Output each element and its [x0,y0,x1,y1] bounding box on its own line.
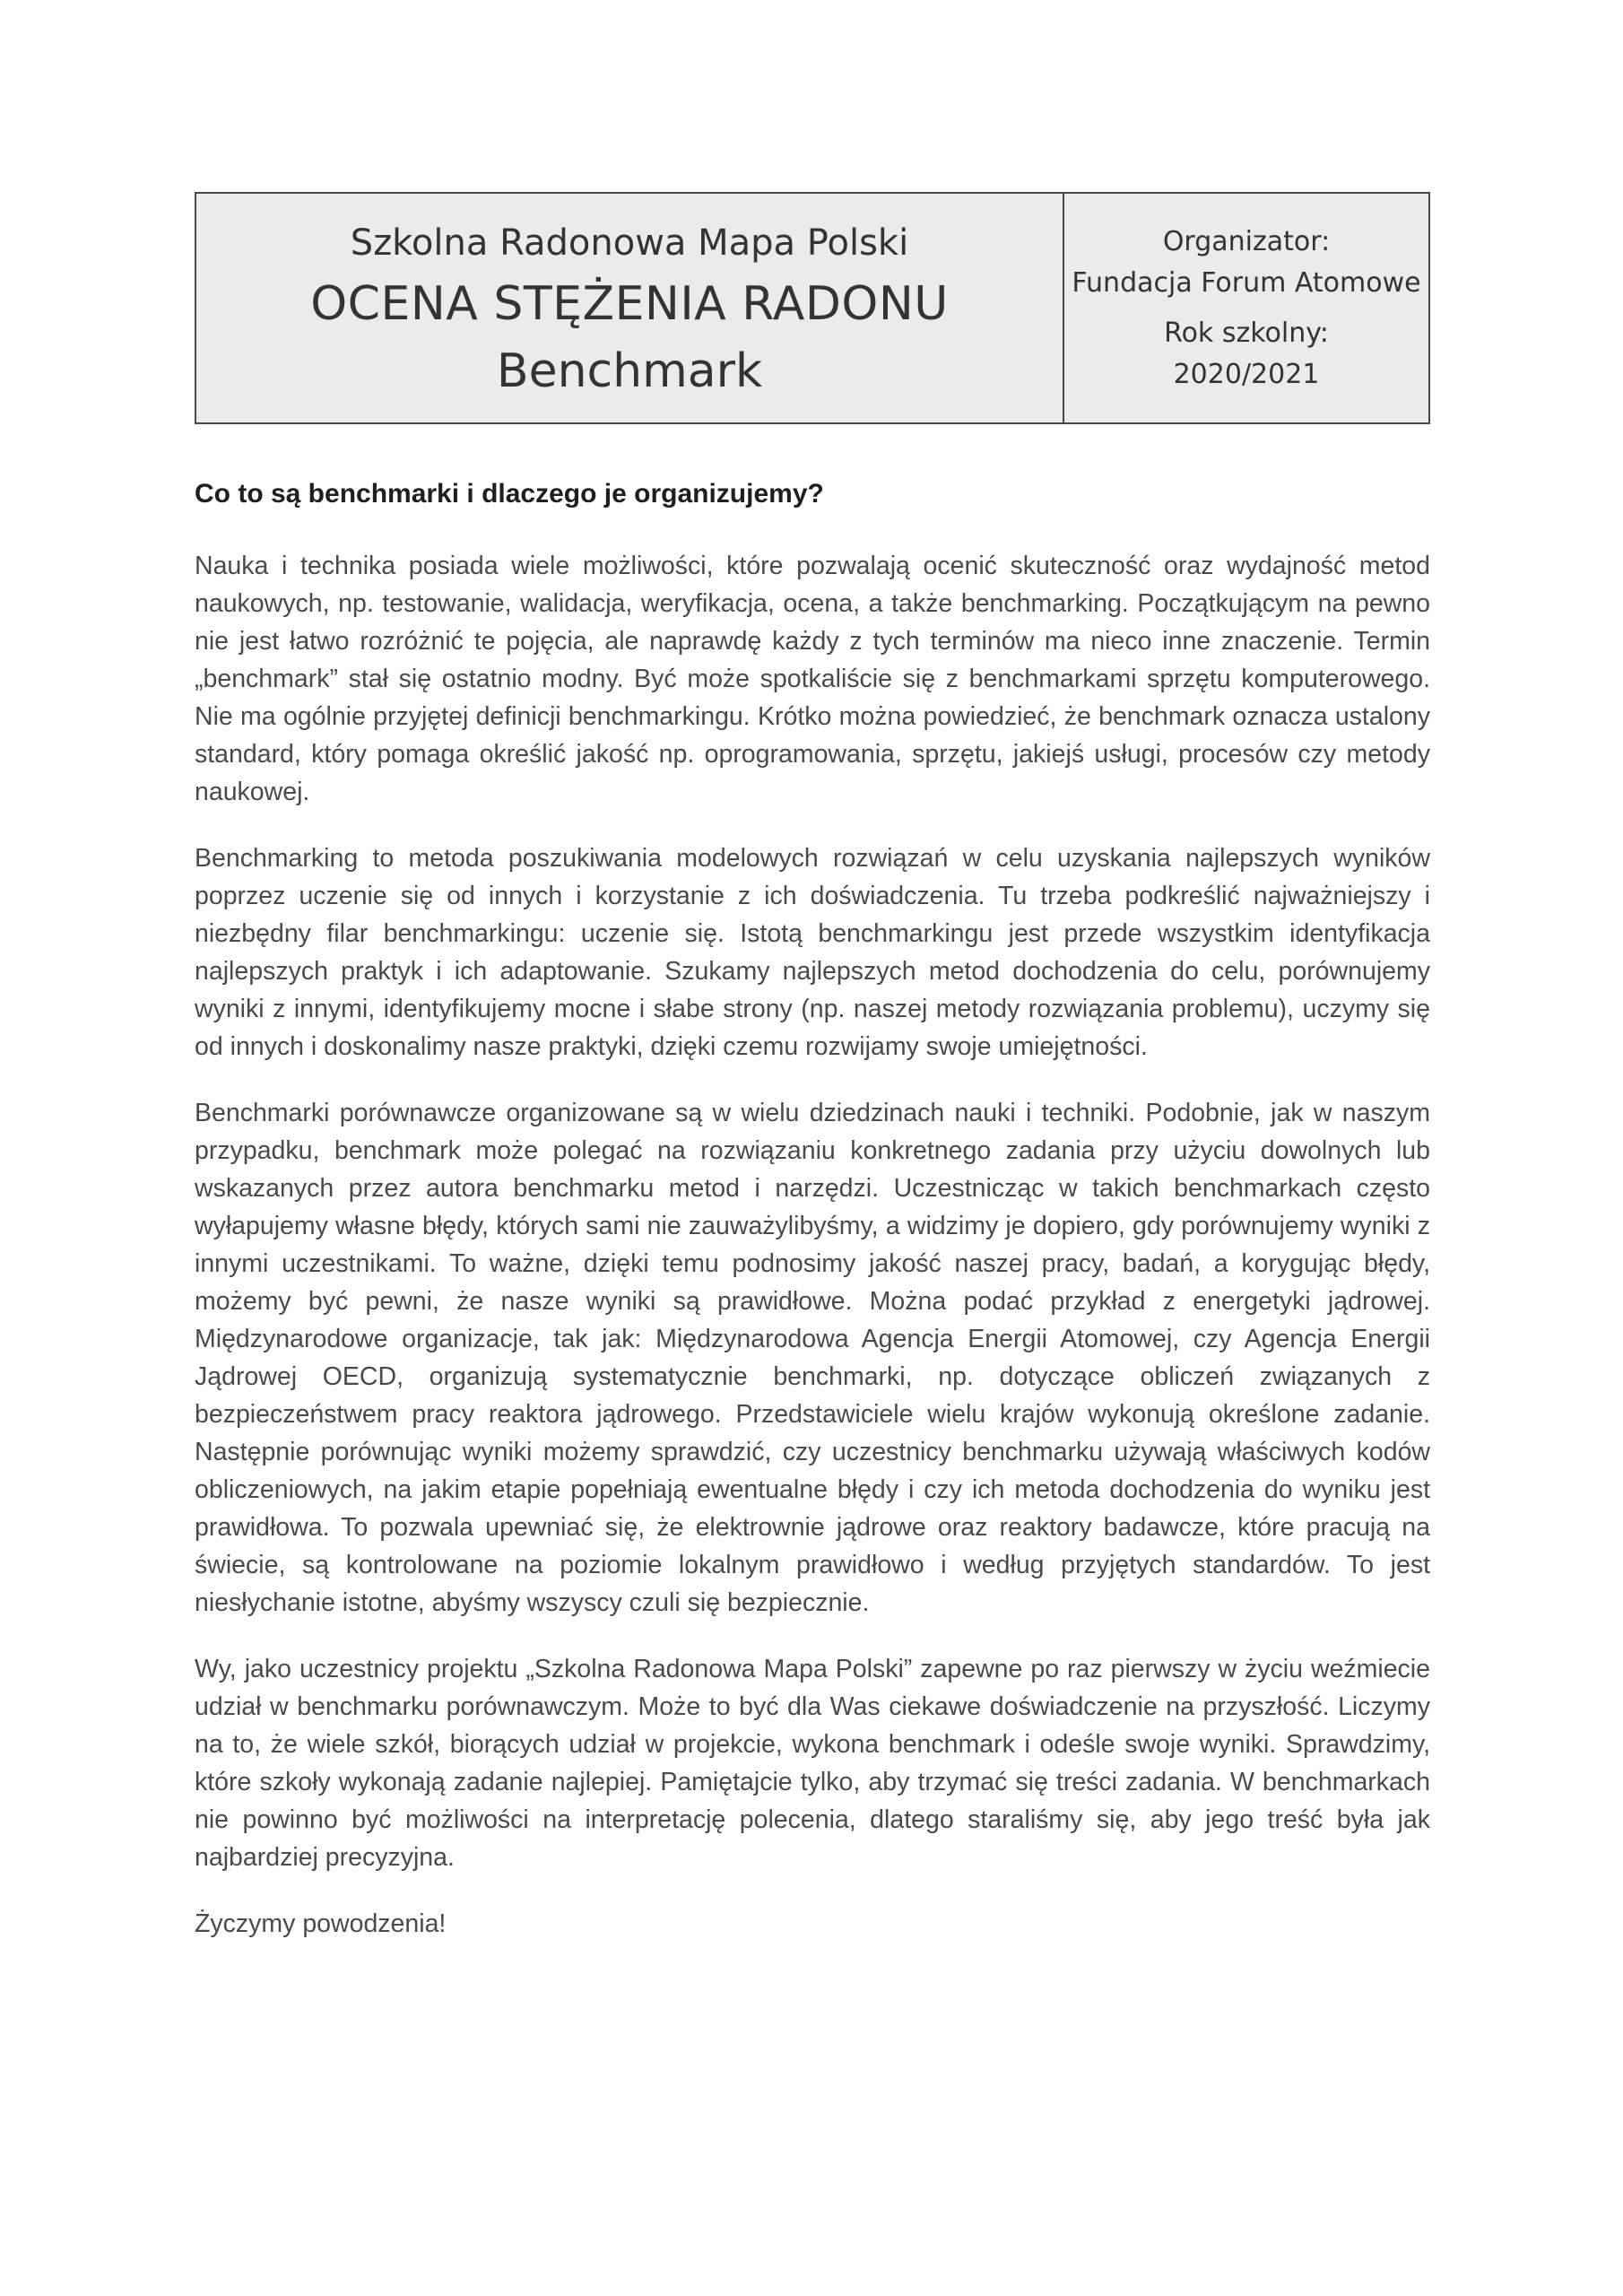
paragraph: Benchmarking to metoda poszukiwania modelowych rozwiązań w celu uzyskania najlepszych wyników poprzez uczenie się od innych i korzystanie z ich doświadczenia. Tu trzeba podkreślić najważniejszy i niezbędny filar benchmarkingu: uczenie się. Istotą benchmarkingu jest przede wszystkim identyfikacja najlepszych praktyk i ich adaptowanie. Szukamy najlepszych metod dochodzenia do celu, porównujemy wyniki z innymi, identyfikujemy mocne i słabe strony (np. naszej metody rozwiązania problemu), uczymy się od innych i doskonalimy nasze praktyki, dzięki czemu rozwijamy swoje umiejętności. [195,844,1430,1061]
school-year-value: 2020/2021 [1173,358,1320,390]
project-name: Szkolna Radonowa Mapa Polski [350,222,909,264]
document-title: OCENA STĘŻENIA RADONU [310,276,949,331]
paragraph: Nauka i technika posiada wiele możliwości, które pozwalają ocenić skuteczność oraz wydajność metod naukowych, np. testowanie, walidacja, weryfikacja, ocena, a także benchmarking. Początkującym na pewno nie jest łatwo rozróżnić te pojęcia, ale naprawdę każdy z tych terminów ma nieco inne znaczenie. Termin „benchmark” stał się ostatnio modny. Być może spotkaliście się z benchmarkami sprzętu komputerowego. Nie ma ogólnie przyjętej definicji benchmarkingu. Krótko można powiedzieć, że benchmark oznacza ustalony standard, który pomaga określić jakość np. oprogramowania, sprzętu, jakiejś usługi, procesów czy metody naukowej. [195,552,1430,806]
organizer-label: Organizator: [1162,225,1331,257]
header-title-cell [196,194,1064,422]
header-box [195,192,1430,424]
closing-line: Życzymy powodzenia! [195,1909,447,1938]
document-subtitle: Benchmark [496,344,763,398]
organizer-name: Fundacja Forum Atomowe [1072,266,1421,299]
paragraph: Wy, jako uczestnicy projektu „Szkolna Radonowa Mapa Polski” zapewne po raz pierwszy w życiu weźmiecie udział w benchmarku porównawczym. Może to być dla Was ciekawe doświadczenie na przyszłość. Liczymy na to, że wiele szkół, biorących udział w projekcie, wykona benchmark i odeśle swoje wyniki. Sprawdzimy, które szkoły wykonają zadanie najlepiej. Pamiętajcie tylko, aby trzymać się treści zadania. W benchmarkach nie powinno być możliwości na interpretację polecenia, dlatego staraliśmy się, aby jego treść była jak najbardziej precyzyjna. [195,1655,1430,1872]
school-year-label: Rok szkolny: [1164,317,1329,349]
section-heading: Co to są benchmarki i dlaczego je organizujemy? [195,479,824,509]
paragraph: Benchmarki porównawcze organizowane są w wielu dziedzinach nauki i techniki. Podobnie, jak w naszym przypadku, benchmark może polegać na rozwiązaniu konkretnego zadania przy użyciu dowolnych lub wskazanych przez autora benchmarku metod i narzędzi. Uczestnicząc w takich benchmarkach często wyłapujemy własne błędy, których sami nie zauważylibyśmy, a widzimy je dopiero, gdy porównujemy wyniki z innymi uczestnikami. To ważne, dzięki temu podnosimy jakość naszej pracy, badań, a korygując błędy, możemy być pewni, że nasze wyniki są prawidłowe. Można podać przykład z energetyki jądrowej. Międzynarodowe organizacje, tak jak: Międzynarodowa Agencja Energii Atomowej, czy Agencja Energii Jądrowej OECD, organizują systematycznie benchmarki, np. dotyczące obliczeń związanych z bezpieczeństwem pracy reaktora jądrowego. Przedstawiciele wielu krajów wykonują określone zadanie. Następnie porównując wyniki możemy sprawdzić, czy uczestnicy benchmarku używają właściwych kodów obliczeniowych, na jakim etapie popełniają ewentualne błędy i czy ich metoda dochodzenia do wyniku jest prawidłowa. To pozwala upewniać się, że elektrownie jądrowe oraz reaktory badawcze, które pracują na świecie, są kontrolowane na poziomie lokalnym prawidłowo i według przyjętych standardów. To jest niesłychanie istotne, abyśmy wszyscy czuli się bezpiecznie. [195,1099,1430,1617]
header-info-cell [1064,194,1428,422]
document-body [195,475,1430,1943]
